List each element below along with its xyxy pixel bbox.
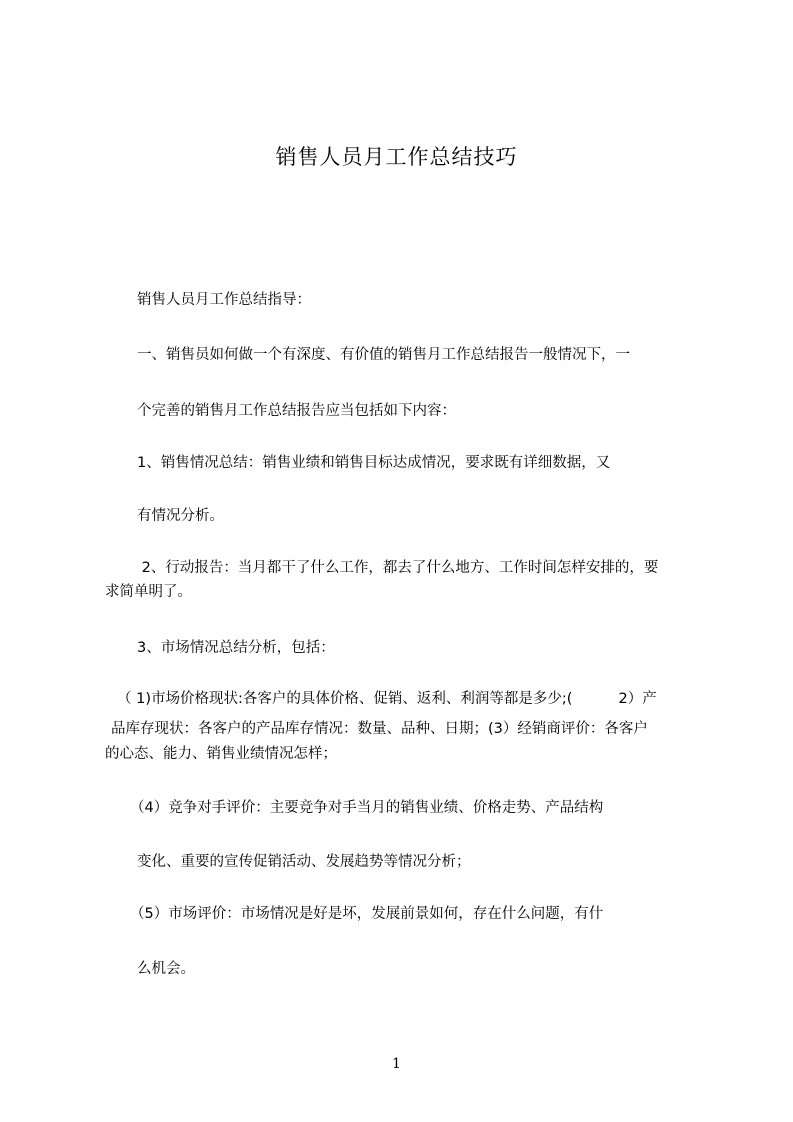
- text-line-section-one-cont: 个完善的销售月工作总结报告应当包括如下内容：: [137, 403, 456, 419]
- document-title: 销售人员月工作总结技巧: [275, 145, 518, 169]
- text-line-item-2-cont: 求简单明了。: [105, 584, 192, 600]
- text-line-item-1: 1、销售情况总结：销售业绩和销售目标达成情况，要求既有详细数据，又: [137, 455, 611, 471]
- page-number: 1: [392, 1056, 401, 1072]
- text-line-item-2: 2、行动报告：当月都干了什么工作，都去了什么地方、工作时间怎样安排的，要: [137, 560, 659, 576]
- text-line-competitor-cont: 变化、重要的宣传促销活动、发展趋势等情况分析；: [137, 854, 471, 870]
- text-line-section-one: 一、销售员如何做一个有深度、有价值的销售月工作总结报告一般情况下，一: [137, 347, 630, 363]
- text-line-market-cont: 么机会。: [137, 961, 195, 977]
- text-line-item-3-sub-2: 品库存现状：各客户的产品库存情况：数量、品种、日期；(3）经销商评价：各客户: [111, 721, 648, 737]
- text-line-item-1-cont: 有情况分析。: [137, 508, 224, 524]
- text-line-item-3-sub-1: （ 1)市场价格现状:各客户的具体价格、促销、返利、利润等都是多少;( 2）产: [117, 691, 657, 707]
- text-line-guide-heading: 销售人员月工作总结指导：: [137, 292, 311, 308]
- text-line-market: （5）市场评价：市场情况是好是坏，发展前景如何，存在什么问题，有什: [130, 906, 604, 922]
- text-line-item-3: 3、市场情况总结分析，包括：: [137, 640, 335, 656]
- text-line-item-3-sub-3: 的心态、能力、销售业绩情况怎样；: [105, 746, 337, 762]
- text-line-competitor: （4）竞争对手评价：主要竞争对手当月的销售业绩、价格走势、产品结构: [130, 800, 604, 816]
